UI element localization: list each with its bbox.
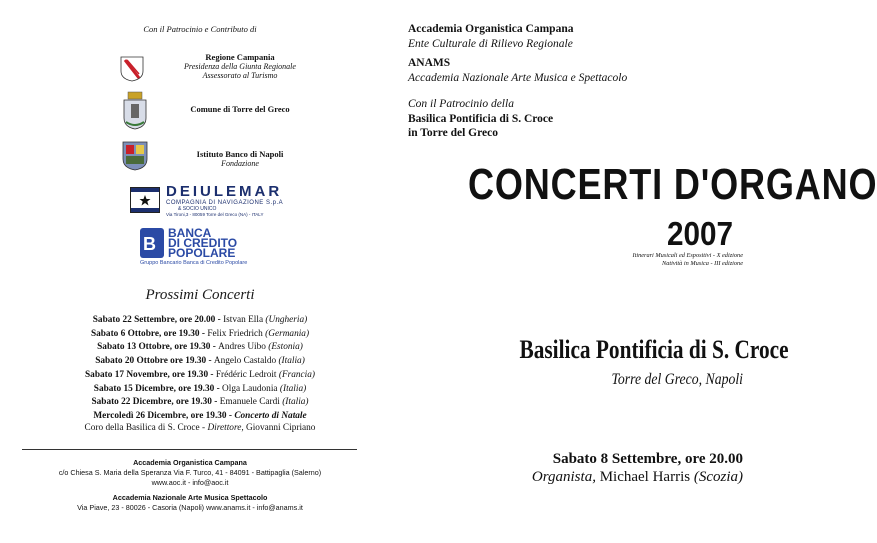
main-title: CONCERTI D'ORGANO [468,160,877,209]
comune-torre-del-greco-crest [122,92,148,130]
sponsor-name: Regione Campania [205,52,275,62]
deiulemar-subtitle: COMPAGNIA DI NAVIGAZIONE S.p.A [166,200,284,206]
patron-basilica-name: Basilica Pontificia di S. Croce [408,112,554,125]
organist [480,469,743,486]
edition-line: Natività in Musica - III edizione [662,260,743,267]
deiulemar-address: Via Tironi,3 - 80059 Torre del Greco (NA) - ITALY [166,212,264,217]
org-sub: Accademia Nazionale Arte Musica e Spettacolo [408,71,628,84]
main-title-year: 2007 [667,215,734,252]
list-item: Sabato 22 Settembre, ore 20.00 - Istvan Ella (Ungheria) [92,315,308,325]
svg-text:B: B [143,234,156,254]
patron-label: Con il Patrocinio della [408,98,514,110]
bcp-mark-icon [140,228,164,258]
organist-country: (Scozia) [693,469,743,485]
final-concert-choir: Coro della Basilica di S. Croce - Direttore, Giovanni Cipriano [84,422,316,433]
edition-info [560,252,743,268]
bcp-logo [140,228,270,270]
organist-name: Michael Harris [595,469,694,485]
org-name: ANAMS [408,57,451,69]
patron-basilica [408,97,553,141]
org-name: Accademia Organistica Campana [408,23,574,35]
sponsor-sub: Assessorato al Turismo [202,71,278,80]
prossimi-concerti-heading: Prossimi Concerti [145,287,255,303]
deiulemar-socio: & SOCIO UNICO [178,206,217,212]
edition-line: Itinerari Musicali ed Espositivi - X edizione [632,252,743,259]
banco-di-napoli-crest [122,141,148,171]
deiulemar-flag-icon [130,187,160,213]
sponsor-banco-napoli [160,149,320,168]
sponsor-name: Istituto Banco di Napoli [196,149,284,159]
footer-contacts [30,458,350,513]
patron-header: Con il Patrocinio e Contributo di [143,24,257,34]
org-sub: Ente Culturale di Rilievo Regionale [408,37,573,50]
final-concert: Mercoledì 26 Dicembre, ore 19.30 - Concerto di Natale [93,410,307,421]
sponsor-name: Comune di Torre del Greco [190,104,290,114]
footer-org1-address: c/o Chiesa S. Maria della Speranza Via F. Turco, 41 - 84091 - Battipaglia (Salerno) [58,468,322,477]
deiulemar-logo [130,183,290,217]
venue-location: Torre del Greco, Napoli [611,371,743,388]
footer-org2: Accademia Nazionale Arte Musica Spettacolo [112,493,268,502]
org-accademia [408,22,573,51]
list-item: Sabato 20 Ottobre ore 19.30 - Angelo Castaldo (Italia) [95,356,305,367]
list-item: Sabato 15 Dicembre, ore 19.30 - Olga Laudonia (Italia) [93,383,307,394]
sponsor-sub: Fondazione [221,159,259,168]
concert-list [50,314,350,434]
venue-title: Basilica Pontificia di S. Croce [519,335,789,364]
bcp-line1: BANCA [168,226,212,240]
bcp-group: Gruppo Bancario Banca di Credito Popolare [140,260,248,266]
deiulemar-name: DEIULEMAR [166,183,283,200]
list-item: Sabato 6 Ottobre, ore 19.30 - Felix Friedrich (Germania) [90,328,310,339]
patron-basilica-place: in Torre del Greco [408,127,498,139]
concert-date: Sabato 8 Settembre, ore 20.00 [552,451,743,467]
bcp-line2: DI CREDITO [168,236,238,250]
list-item: Sabato 13 Ottobre, ore 19.30 - Andres Uibo (Estonia) [97,342,303,353]
footer-org1-web: www.aoc.it - info@aoc.it [151,478,229,487]
footer-org1: Accademia Organistica Campana [133,458,247,467]
list-item: Sabato 17 Novembre, ore 19.30 - Frédéric Ledroit (Francia) [85,369,315,380]
sponsor-regione-campania [160,52,320,80]
organist-label: Organista, [531,469,596,485]
regione-campania-logo [120,56,144,82]
sponsor-sub: Presidenza della Giunta Regionale [184,62,296,71]
bcp-line3: POPOLARE [168,246,236,260]
list-item: Sabato 22 Dicembre, ore 19.30 - Emanuele Cardi (Italia) [91,397,309,408]
sponsor-comune [160,104,320,114]
footer-org2-address: Via Piave, 23 - 80026 - Casoria (Napoli) www.anams.it - info@anams.it [77,503,303,512]
divider [22,449,357,450]
org-anams [408,56,627,85]
